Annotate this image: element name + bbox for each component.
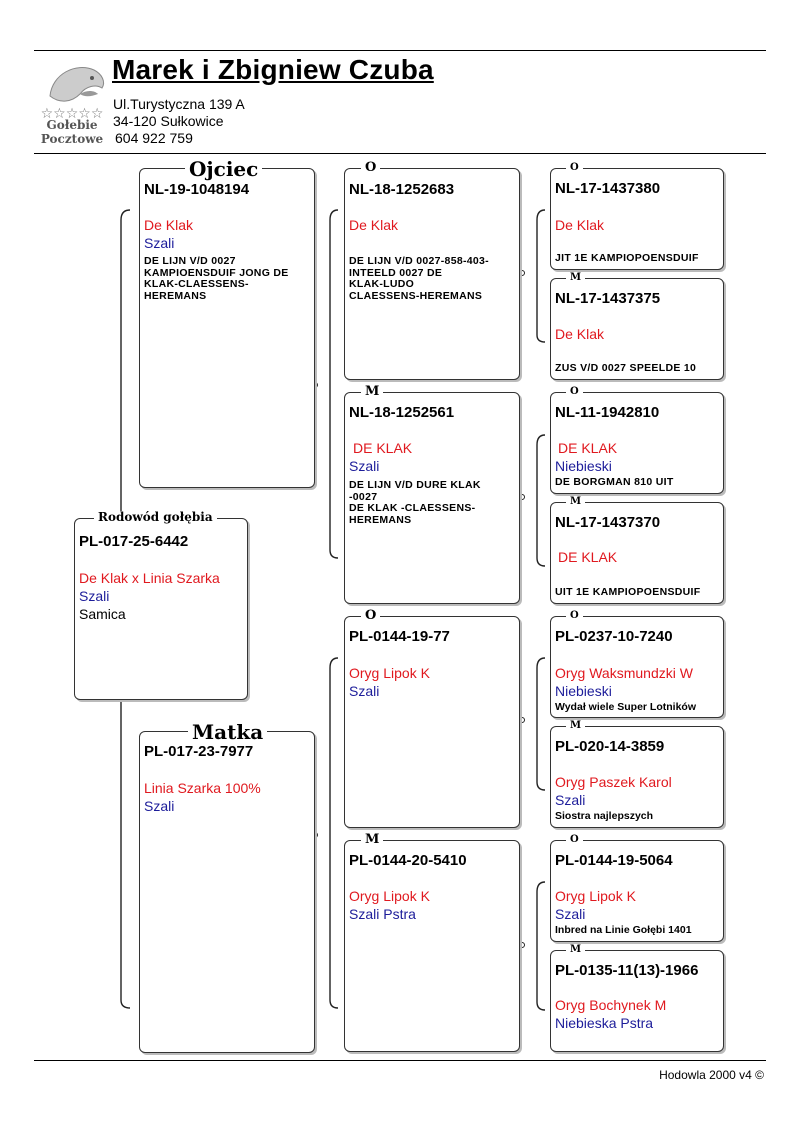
pigeon-color: Szali [79, 588, 110, 604]
fmm-description: UIT 1E KAMPIOPOENSDUIF [555, 586, 701, 598]
mff-card-title: O [566, 611, 583, 621]
ffm-strain: De Klak [555, 326, 605, 342]
father-mother-color: Szali [349, 458, 380, 474]
father-ring-number: NL-19-1048194 [144, 181, 250, 198]
mfm-strain: Oryg Paszek Karol [555, 774, 672, 790]
fm-desc-line: HEREMANS [349, 513, 412, 526]
breeder-name: Marek i Zbigniew Czuba [112, 54, 434, 85]
mother-mother-ring: PL-0144-20-5410 [349, 852, 467, 869]
fff-card-title: O [566, 163, 583, 173]
ff-desc-line: CLAESSENS-HEREMANS [349, 289, 483, 302]
mmm-card-title: M [566, 945, 585, 955]
mother-mother-card [344, 840, 520, 1052]
mother-father-color: Szali [349, 683, 380, 699]
mother-card-title: Matka [188, 722, 267, 742]
logo-text-2: Pocztowe [40, 132, 104, 146]
mother-mother-strain: Oryg Lipok K [349, 888, 430, 904]
ffm-ring: NL-17-1437375 [555, 290, 661, 307]
mmm-strain: Oryg Bochynek M [555, 997, 667, 1013]
fmf-ring: NL-11-1942810 [555, 404, 660, 421]
father-desc-line: HEREMANS [144, 289, 207, 302]
father-father-strain: De Klak [349, 217, 399, 233]
fmf-color: Niebieski [555, 458, 612, 474]
mff-ring: PL-0237-10-7240 [555, 628, 673, 645]
father-description [144, 256, 289, 302]
father-mother-strain: DE KLAK [353, 440, 413, 456]
address-line-1: Ul.Turystyczna 139 A [113, 96, 245, 112]
mff-strain: Oryg Waksmundzki W [555, 665, 693, 681]
fmm-card-title: M [566, 497, 585, 507]
father-card-title: Ojciec [185, 159, 262, 179]
father-desc-line: KAMPIOENSDUIF JONG DE [144, 266, 289, 279]
father-mother-card-title: M [361, 385, 383, 398]
pigeon-sex: Samica [79, 606, 126, 622]
fmm-strain: DE KLAK [558, 549, 618, 565]
father-father-ring: NL-18-1252683 [349, 181, 455, 198]
fff-strain: De Klak [555, 217, 605, 233]
mmf-description: Inbred na Linie Gołębi 1401 [555, 924, 692, 936]
fm-desc-line: DE LIJN V/D DURE KLAK [349, 479, 481, 491]
address-line-2: 34-120 Sułkowice [113, 113, 224, 129]
mfm-card-title: M [566, 721, 585, 731]
mother-color: Szali [144, 798, 175, 814]
mother-father-card-title: O [361, 609, 380, 622]
mfm-ring: PL-020-14-3859 [555, 738, 665, 755]
mmm-color: Niebieska Pstra [555, 1015, 654, 1031]
mfm-color: Szali [555, 792, 586, 808]
svg-text:☆☆☆☆☆: ☆☆☆☆☆ [40, 106, 104, 122]
mother-mother-card-title: M [361, 833, 383, 846]
fm-desc-line: -0027 [349, 490, 378, 503]
pigeon-strain: De Klak x Linia Szarka [79, 570, 220, 586]
mother-father-strain: Oryg Lipok K [349, 665, 430, 681]
father-father-card-title: O [361, 161, 380, 174]
mmf-color: Szali [555, 906, 586, 922]
logo-text-1: Gołebie [46, 118, 98, 132]
father-color: Szali [144, 235, 175, 251]
mother-mother-color: Szali Pstra [349, 906, 416, 922]
fff-description: JIT 1E KAMPIOPOENSDUIF [555, 252, 699, 264]
pigeon-ring-number: PL-017-25-6442 [79, 533, 189, 550]
ff-desc-line: DE LIJN V/D 0027-858-403- [349, 255, 489, 267]
mmm-ring: PL-0135-11(13)-1966 [555, 962, 699, 979]
mmf-strain: Oryg Lipok K [555, 888, 636, 904]
mother-father-card [344, 616, 520, 828]
mff-color: Niebieski [555, 683, 612, 699]
mmf-card-title: O [566, 835, 583, 845]
ff-desc-line: KLAK-LUDO [349, 278, 415, 290]
father-father-description [349, 256, 489, 302]
phone: 604 922 759 [115, 130, 193, 146]
father-mother-description [349, 480, 481, 526]
footer-credit: Hodowla 2000 v4 © [659, 1068, 764, 1082]
mfm-description: Siostra najlepszych [555, 810, 654, 822]
mother-strain: Linia Szarka 100% [144, 780, 261, 796]
fmf-description: DE BORGMAN 810 UIT [555, 476, 674, 488]
mmf-ring: PL-0144-19-5064 [555, 852, 673, 869]
father-card [139, 168, 315, 488]
father-desc-line: DE LIJN V/D 0027 [144, 255, 236, 267]
fm-desc-line: DE KLAK -CLAESSENS- [349, 502, 476, 514]
mother-father-ring: PL-0144-19-77 [349, 628, 450, 645]
pigeon-card-title: Rodowód gołębia [94, 511, 217, 523]
father-desc-line: KLAK-CLAESSENS- [144, 278, 249, 290]
ff-desc-line: INTEELD 0027 DE [349, 266, 443, 279]
mother-ring-number: PL-017-23-7977 [144, 743, 254, 760]
ffm-card-title: M [566, 273, 585, 283]
ffm-description: ZUS V/D 0027 SPEELDE 10 [555, 362, 697, 374]
father-strain: De Klak [144, 217, 194, 233]
fmf-strain: DE KLAK [558, 440, 618, 456]
mff-description: Wydał wiele Super Lotników [555, 701, 696, 713]
fmf-card-title: O [566, 387, 583, 397]
father-mother-ring: NL-18-1252561 [349, 404, 455, 421]
fmm-ring: NL-17-1437370 [555, 514, 661, 531]
fff-ring: NL-17-1437380 [555, 180, 661, 197]
